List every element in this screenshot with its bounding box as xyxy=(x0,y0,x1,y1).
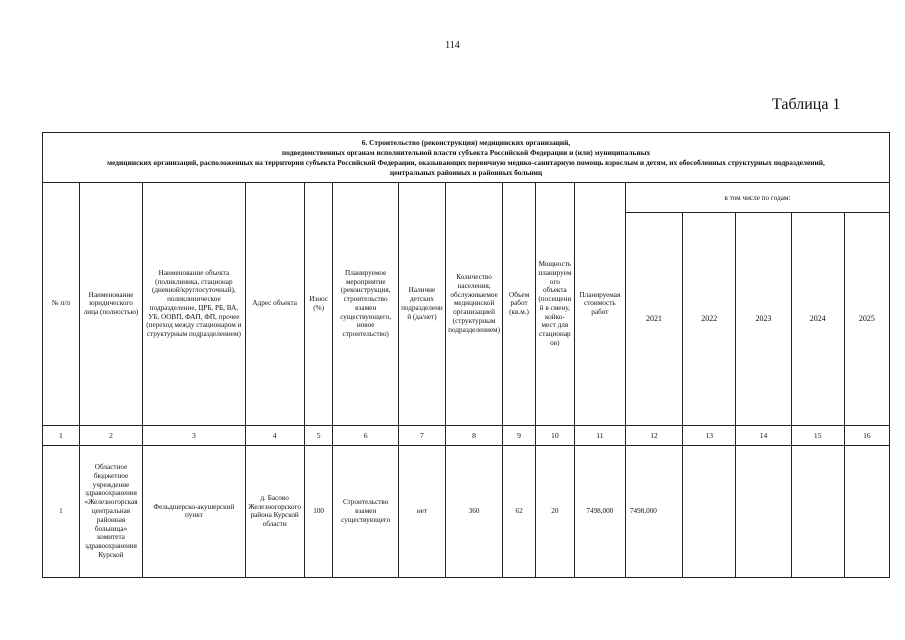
row-legal-entity: Областное бюджетное учреждение здравоохранения «Железногорская центральная районная больница» комитета здравоохранения Курской xyxy=(79,445,142,577)
header-legal-entity: Наименование юридического лица (полностью) xyxy=(79,183,142,426)
column-number: 2 xyxy=(79,425,142,445)
column-number: 16 xyxy=(844,425,889,445)
row-num: 1 xyxy=(43,445,80,577)
column-number: 10 xyxy=(535,425,574,445)
column-number: 11 xyxy=(574,425,625,445)
header-children-units: Наличие детских подразделений (да/нет) xyxy=(398,183,445,426)
header-work-volume: Объем работ (кв.м.) xyxy=(503,183,536,426)
header-num: № п/п xyxy=(43,183,80,426)
column-number: 7 xyxy=(398,425,445,445)
column-number: 14 xyxy=(736,425,791,445)
row-year-2025 xyxy=(844,445,889,577)
header-by-years: в том числе по годам: xyxy=(625,183,889,213)
row-object-name: Фельдшерско-акушерский пункт xyxy=(143,445,245,577)
column-number: 13 xyxy=(683,425,736,445)
header-wear: Износ (%) xyxy=(304,183,333,426)
row-planned-event: Строительство взамен существующего xyxy=(333,445,398,577)
page-number: 114 xyxy=(445,40,460,51)
column-number: 1 xyxy=(43,425,80,445)
column-number: 12 xyxy=(625,425,682,445)
column-number: 6 xyxy=(333,425,398,445)
header-year-2025: 2025 xyxy=(844,213,889,425)
construction-table xyxy=(42,132,890,578)
row-year-2022 xyxy=(683,445,736,577)
section-title-line-2: подведомственных органам исполнительной власти субъекта Российской Федерации и (или) муниципальных xyxy=(281,147,651,157)
row-wear: 100 xyxy=(304,445,333,577)
row-children-units: нет xyxy=(398,445,445,577)
header-year-2022: 2022 xyxy=(683,213,736,425)
row-address: д. Басово Железногорского района Курской области xyxy=(245,445,304,577)
header-planned-event: Планируемое мероприятие (реконструкция, строительство взамен существующего, новое строительство) xyxy=(333,183,398,426)
table-label: Таблица 1 xyxy=(772,96,841,113)
column-number: 5 xyxy=(304,425,333,445)
row-population: 360 xyxy=(445,445,502,577)
table-row xyxy=(43,445,890,577)
column-number: 15 xyxy=(791,425,844,445)
row-year-2023 xyxy=(736,445,791,577)
column-number: 9 xyxy=(503,425,536,445)
section-title-line-4: центральных районных и районных больниц xyxy=(389,167,543,177)
header-capacity: Мощность планируемого объекта (посещений в смену, койко-мест для стационаров) xyxy=(535,183,574,426)
header-address: Адрес объекта xyxy=(245,183,304,426)
header-population: Количество населения, обслуживаемое медицинской организацией (структурным подразделением) xyxy=(445,183,502,426)
section-title-line-3: медицинских организаций, расположенных на территории субъекта Российской Федерации, оказывающих первичную медико-санитарную помощь взрослым и детям, их обособленных структурных подразделений, xyxy=(107,157,825,167)
header-object-name: Наименование объекта (поликлиника, стационар (дневной/круглосуточный), поликлиническое подразделение, ЦРБ, РБ, ВА, УБ, ООВП, ФАП, ФП, прочее (переход между стационаром и структурным подразделением) xyxy=(143,183,245,426)
row-work-volume: 62 xyxy=(503,445,536,577)
row-capacity: 20 xyxy=(535,445,574,577)
row-year-2021: 7498,000 xyxy=(625,445,682,577)
column-number: 3 xyxy=(143,425,245,445)
row-planned-cost: 7498,000 xyxy=(574,445,625,577)
header-year-2021: 2021 xyxy=(625,213,682,425)
section-title-line-1: 6. Строительство (реконструкция) медицинских организаций, xyxy=(361,137,571,147)
header-planned-cost: Планируемая стоимость работ xyxy=(574,183,625,426)
column-numbers-row xyxy=(43,425,890,445)
section-title xyxy=(43,133,890,183)
header-year-2024: 2024 xyxy=(791,213,844,425)
column-number: 8 xyxy=(445,425,502,445)
header-year-2023: 2023 xyxy=(736,213,791,425)
column-number: 4 xyxy=(245,425,304,445)
row-year-2024 xyxy=(791,445,844,577)
